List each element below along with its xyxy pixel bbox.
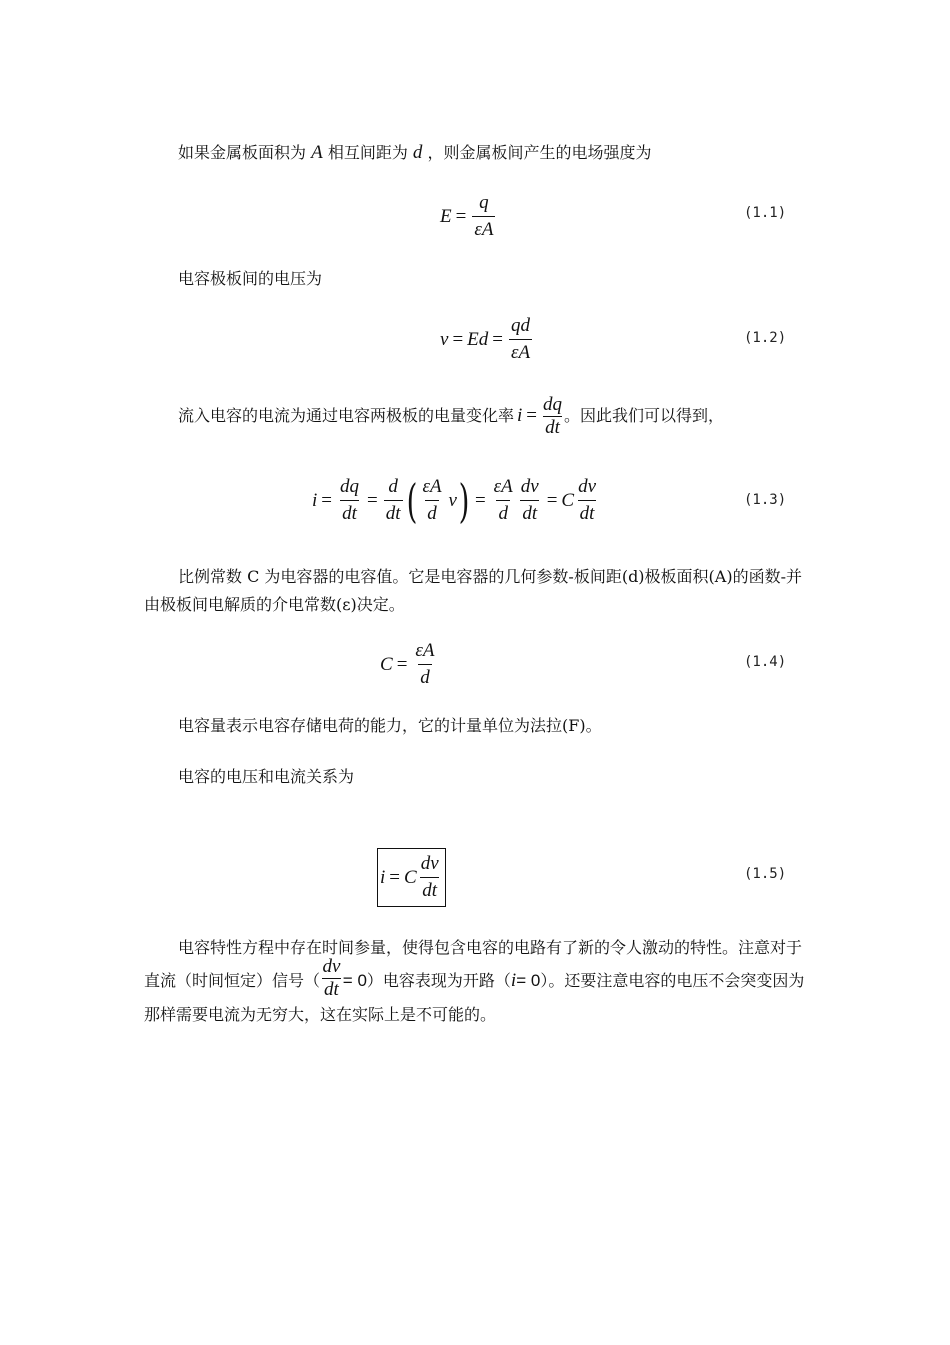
fraction — [509, 315, 532, 364]
paragraph-current — [144, 392, 818, 440]
numerator: dq — [340, 476, 359, 497]
equation-1-3 — [312, 473, 600, 528]
equals-zero: = 0 — [516, 971, 541, 990]
paragraph-capacitance: 比例常数 C 为电容器的电容值。它是电容器的几何参数-板间距(d)极板面积(A)的函数-并由极板间电解质的介电常数(ε)决定。 — [144, 567, 802, 614]
variable-i: i — [510, 970, 517, 991]
equation-1-2 — [440, 315, 534, 364]
denominator: εA — [509, 339, 532, 364]
paragraph-relation: 电容的电压和电流关系为 — [178, 767, 355, 786]
numerator: q — [479, 192, 489, 213]
denominator: dt — [384, 500, 403, 525]
variable-c: C — [561, 489, 575, 511]
variable-d: d — [412, 142, 423, 163]
eq-operator: = — [396, 653, 408, 675]
numerator: dv — [322, 956, 341, 977]
fraction — [419, 853, 441, 902]
denominator: dt — [545, 416, 560, 438]
numerator: d — [388, 476, 398, 497]
equation-1-4 — [380, 640, 439, 689]
equation-number: (1.1) — [744, 205, 787, 221]
numerator: εA — [422, 476, 442, 497]
paragraph-characteristics — [144, 934, 814, 1029]
equation-number: (1.5) — [744, 866, 787, 882]
fraction — [519, 476, 541, 525]
text: 。因此我们可以得到， — [564, 406, 725, 425]
eq-operator: = — [321, 489, 332, 511]
equation-1-5 — [377, 848, 446, 907]
equation-number: (1.4) — [744, 654, 787, 670]
text: ）电容表现为开路（ — [366, 971, 511, 990]
denominator: d — [418, 664, 432, 689]
eq-lhs: C — [380, 653, 393, 675]
fraction — [338, 476, 361, 525]
eq-lhs: E — [440, 205, 452, 227]
text: 电容特性方程中存在时间参量，使得包含电容的电路有了新的令人激动的特性。注意对于直流（时间恒定）信号（ — [144, 938, 803, 990]
eq-lhs: i — [312, 489, 318, 511]
variable-i: i — [517, 405, 523, 426]
eq-operator: = — [455, 205, 467, 227]
variable-c: C — [404, 866, 417, 888]
variable-a: A — [311, 142, 323, 163]
right-paren: ) — [458, 473, 470, 528]
text: 如果金属板面积为 — [178, 143, 307, 162]
fraction — [576, 476, 598, 525]
eq-operator: = — [389, 866, 400, 888]
text: ，则金属板间产生的电场强度为 — [427, 143, 652, 162]
denominator: dt — [420, 877, 439, 902]
eq-operator: = — [474, 489, 486, 511]
eq-operator: = — [492, 328, 503, 350]
numerator: dv — [578, 476, 597, 497]
eq-term: Ed — [467, 328, 489, 350]
equation-number: (1.3) — [744, 492, 787, 508]
denominator: dt — [324, 979, 339, 1000]
denominator: εA — [472, 216, 495, 241]
equation-1-1 — [440, 192, 497, 241]
fraction — [543, 394, 562, 439]
numerator: dv — [520, 476, 539, 497]
numerator: dq — [543, 393, 563, 415]
text: 相互间距为 — [327, 143, 408, 162]
numerator: εA — [493, 476, 513, 497]
eq-lhs: v — [440, 328, 449, 350]
variable-v: v — [448, 489, 457, 511]
denominator: dt — [578, 500, 597, 525]
equals-zero: = 0 — [342, 971, 367, 990]
fraction — [472, 192, 495, 241]
left-paren: ( — [406, 473, 417, 528]
fraction — [413, 640, 436, 689]
eq-operator: = — [546, 489, 558, 511]
fraction — [492, 476, 515, 525]
numerator: εA — [415, 640, 435, 661]
paragraph-voltage: 电容极板间的电压为 — [178, 269, 323, 288]
denominator: dt — [340, 500, 359, 525]
denominator: d — [425, 500, 439, 525]
eq-operator: = — [367, 489, 378, 511]
text: ）。还要注意电容的电压不会突变因为那样需要电流为无穷大，这在实际上是不可能的。 — [144, 971, 805, 1024]
eq-operator: = — [526, 405, 538, 426]
text: 流入电容的电流为通过电容两极板的电量变化率 — [178, 406, 515, 425]
boxed-equation — [377, 848, 446, 907]
fraction — [322, 956, 341, 1001]
fraction — [384, 476, 403, 525]
paragraph-farad: 电容量表示电容存储电荷的能力，它的计量单位为法拉(F)。 — [178, 716, 602, 735]
denominator: d — [496, 500, 510, 525]
eq-operator: = — [452, 328, 464, 350]
paragraph-intro — [144, 140, 814, 166]
fraction — [420, 476, 443, 525]
denominator: dt — [520, 500, 539, 525]
numerator: qd — [511, 315, 531, 336]
eq-lhs: i — [380, 866, 386, 888]
numerator: dv — [420, 853, 439, 874]
equation-number: (1.2) — [744, 330, 787, 346]
